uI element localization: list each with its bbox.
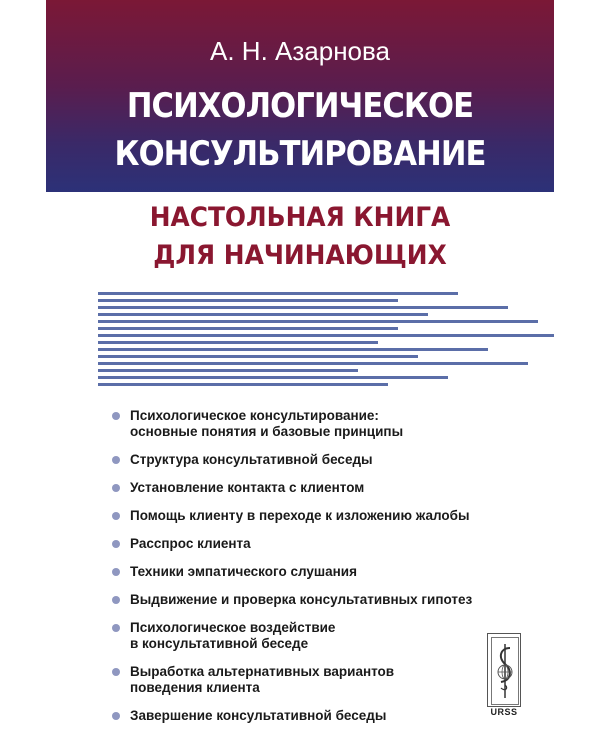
- list-item-text: Выдвижение и проверка консультативных гипотез: [130, 592, 473, 607]
- list-item-text: Выработка альтернативных вариантов: [130, 664, 395, 679]
- list-item-text: Расспрос клиента: [130, 536, 251, 551]
- stripe: [98, 383, 388, 386]
- stripe: [98, 334, 554, 337]
- bullet-dot-icon: [112, 456, 120, 464]
- bullet-dot-icon: [112, 624, 120, 632]
- subtitle-line-2: ДЛЯ НАЧИНАЮЩИХ: [153, 240, 447, 271]
- bullet-dot-icon: [112, 540, 120, 548]
- list-item: [112, 592, 532, 608]
- list-item: [112, 508, 532, 524]
- title-line-2: КОНСУЛЬТИРОВАНИЕ: [114, 134, 486, 174]
- stripe: [98, 348, 488, 351]
- stripe: [98, 369, 358, 372]
- stripe: [98, 341, 378, 344]
- stripe: [98, 299, 398, 302]
- list-item: [112, 452, 532, 468]
- list-item-text-continued: основные понятия и базовые принципы: [130, 424, 404, 439]
- list-item-text-continued: в консультативной беседе: [130, 636, 309, 651]
- list-item: [112, 664, 532, 696]
- stripe: [98, 362, 528, 365]
- bullet-dot-icon: [112, 484, 120, 492]
- bullet-dot-icon: [112, 568, 120, 576]
- stripe: [98, 355, 418, 358]
- title-line-1: ПСИХОЛОГИЧЕСКОЕ: [126, 86, 474, 126]
- publisher-name: URSS: [490, 707, 518, 717]
- urss-logo-icon: [492, 638, 518, 704]
- author-name: А. Н. Азарнова: [210, 36, 390, 66]
- bullet-dot-icon: [112, 668, 120, 676]
- list-item: [112, 536, 532, 552]
- bullet-dot-icon: [112, 412, 120, 420]
- list-item-text: Завершение консультативной беседы: [130, 708, 387, 723]
- list-item-text-continued: поведения клиента: [130, 680, 260, 695]
- contents-list: [112, 408, 532, 736]
- list-item: [112, 480, 532, 496]
- list-item-text: Техники эмпатического слушания: [130, 564, 357, 579]
- publisher-logo: [487, 633, 521, 719]
- bullet-dot-icon: [112, 596, 120, 604]
- list-item-text: Структура консультативной беседы: [130, 452, 373, 467]
- book-cover: [46, 0, 554, 750]
- list-item: [112, 408, 532, 440]
- bullet-dot-icon: [112, 512, 120, 520]
- stripe: [98, 306, 508, 309]
- decorative-stripes: [98, 292, 554, 388]
- list-item: [112, 708, 532, 724]
- stripe: [98, 376, 448, 379]
- stripe: [98, 320, 538, 323]
- list-item-text: Установление контакта с клиентом: [130, 480, 365, 495]
- header-band: [46, 0, 554, 192]
- bullet-dot-icon: [112, 712, 120, 720]
- stripe: [98, 313, 428, 316]
- logo-frame: [487, 633, 521, 707]
- list-item-text: Психологическое консультирование:: [130, 408, 379, 423]
- stripe: [98, 292, 458, 295]
- list-item-text: Помощь клиенту в переходе к изложению жалобы: [130, 508, 470, 523]
- logo-inner-frame: [491, 637, 519, 705]
- list-item-text: Психологическое воздействие: [130, 620, 336, 635]
- list-item: [112, 620, 532, 652]
- subtitle-line-1: НАСТОЛЬНАЯ КНИГА: [149, 202, 451, 233]
- stripe: [98, 327, 398, 330]
- list-item: [112, 564, 532, 580]
